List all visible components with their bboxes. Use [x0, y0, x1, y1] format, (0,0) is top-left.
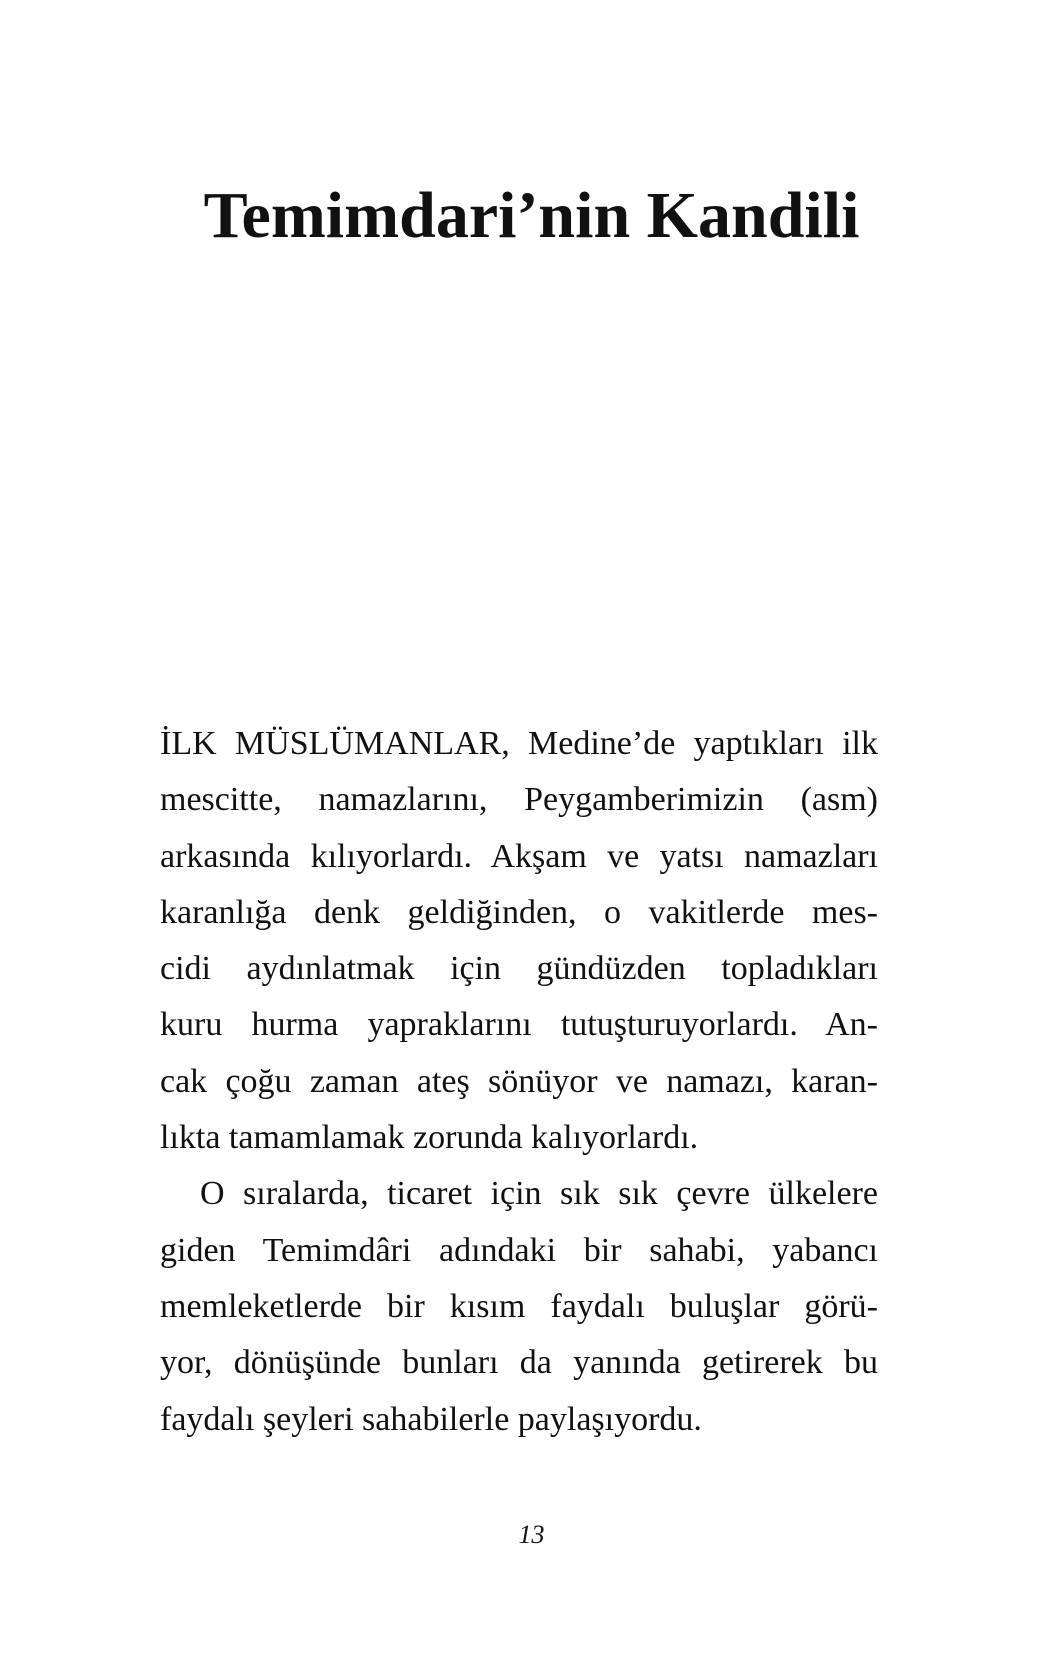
paragraph-1-line-8: lıkta tamamlamak zorunda kalıyorlardı. [160, 1119, 699, 1157]
chapter-title: Temimdari’nin Kandili [203, 179, 860, 252]
page-number: 13 [518, 1520, 545, 1549]
paragraph-1-line-5: cidi aydınlatmak için gündüzden topladıkları [160, 950, 878, 988]
body-text [160, 716, 878, 1448]
paragraph-1-line-7: cak çoğu zaman ateş sönüyor ve namazı, karan- [160, 1062, 878, 1100]
paragraph-1-line-2: mescitte, namazlarını, Peygamberimizin (asm) [160, 781, 878, 819]
paragraph-1-line-6: kuru hurma yapraklarını tutuşturuyorlardı. An- [160, 1006, 878, 1044]
paragraph-2-line-5: faydalı şeyleri sahabilerle paylaşıyordu. [160, 1400, 702, 1438]
paragraph-2-line-1: O sıralarda, ticaret için sık sık çevre ülkelere [200, 1175, 878, 1213]
paragraph-2-line-4: yor, dönüşünde bunları da yanında getirerek bu [160, 1344, 878, 1382]
paragraph-1-line-3: arkasında kılıyorlardı. Akşam ve yatsı namazları [160, 837, 878, 875]
paragraph-2-line-2: giden Temimdâri adındaki bir sahabi, yabancı [160, 1231, 878, 1269]
paragraph-2-line-3: memleketlerde bir kısım faydalı buluşlar görü- [160, 1287, 878, 1325]
paragraph-1-line-1: İLK MÜSLÜMANLAR, Medine’de yaptıkları ilk [160, 725, 878, 762]
paragraph-1-line-4: karanlığa denk geldiğinden, o vakitlerde mes- [160, 893, 878, 931]
